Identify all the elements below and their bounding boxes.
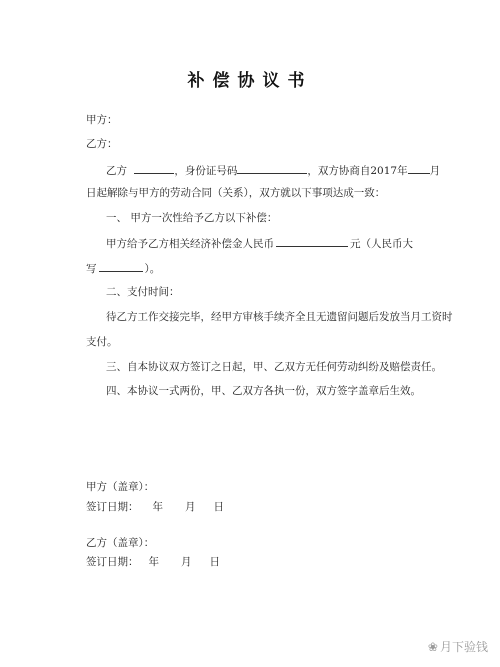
- signature-a-year: 年: [152, 501, 163, 513]
- uppercase-amount-blank: [99, 260, 143, 272]
- document-title: 补偿协议书: [187, 71, 313, 91]
- name-blank: [134, 162, 174, 174]
- intro-year-label: 年: [397, 165, 408, 177]
- section-4: 四、本协议一式两份，甲、乙双方各执一份，双方签字盖章后生效。: [106, 385, 421, 397]
- compensation-label: 甲方给予乙方相关经济补偿金人民币: [106, 238, 274, 250]
- signature-a-day: 日: [213, 501, 224, 513]
- month-blank: [408, 162, 430, 174]
- signature-b-label: 乙方（盖章）：: [86, 537, 155, 549]
- party-b-label: 乙方：: [86, 138, 118, 150]
- intro-id-label: ，身份证号码: [174, 165, 238, 177]
- section-2-heading: 二、支付时间：: [106, 286, 180, 298]
- uppercase-close: ）。: [144, 263, 161, 275]
- signature-a-date: [86, 500, 224, 514]
- signature-b-day: 日: [209, 556, 220, 568]
- uppercase-label: 写: [86, 263, 97, 275]
- signature-b-date-label: 签订日期：: [86, 556, 139, 568]
- party-a-label: 甲方：: [86, 114, 118, 126]
- compensation-unit: 元（人民币大: [350, 238, 413, 250]
- intro-agree-from: ，双方协商自: [307, 165, 371, 177]
- section-3: 三、自本协议双方签订之日起，甲、乙双方无任何劳动纠纷及赔偿责任。: [106, 361, 442, 373]
- intro-line-1: [106, 162, 440, 178]
- section-2-line-1: 待乙方工作交接完毕，经甲方审核手续齐全且无遗留问题后发放当月工资时: [106, 311, 453, 323]
- intro-line-2: 日起解除与甲方的劳动合同（关系），双方就以下事项达成一致：: [86, 187, 386, 199]
- section-1-heading: 一、 甲方一次性给予乙方以下补偿：: [106, 212, 278, 224]
- signature-b-year: 年: [148, 556, 159, 568]
- intro-month-label: 月: [429, 165, 441, 177]
- section-1-line-1: [106, 235, 413, 251]
- signature-b-month: 月: [181, 556, 192, 568]
- signature-a-month: 月: [185, 501, 196, 513]
- signature-a-date-label: 签订日期：: [86, 501, 139, 513]
- id-blank: [237, 162, 307, 174]
- intro-year-value: 2017: [370, 165, 398, 177]
- signature-a-label: 甲方（盖章）：: [86, 481, 155, 493]
- section-2-line-2: 支付。: [86, 336, 118, 348]
- signature-b-date: [86, 555, 220, 569]
- intro-party-b: 乙方: [106, 165, 127, 177]
- paw-icon: ❀: [427, 640, 438, 654]
- watermark-text: 月下验钱: [439, 640, 488, 654]
- amount-blank: [276, 235, 348, 247]
- watermark: [428, 638, 488, 655]
- section-1-line-2: [86, 260, 160, 276]
